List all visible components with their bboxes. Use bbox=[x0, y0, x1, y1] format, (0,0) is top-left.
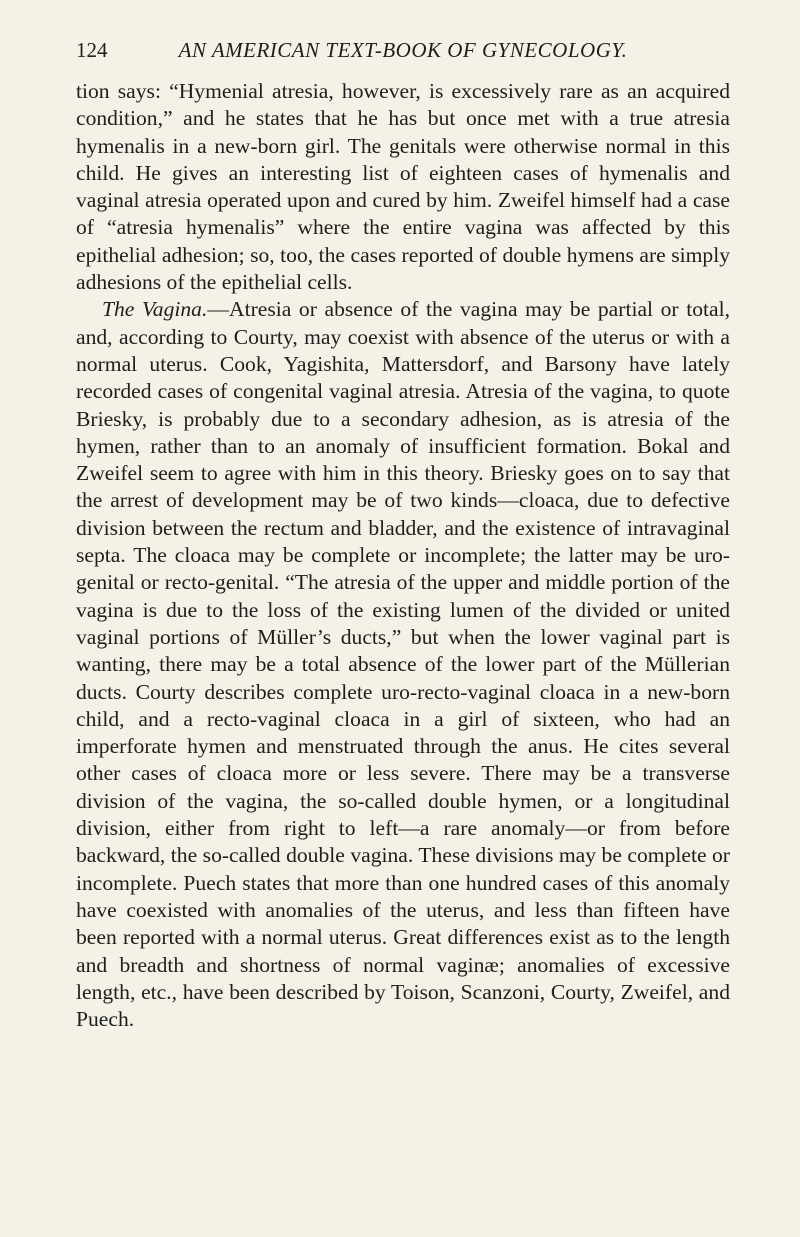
body-text bbox=[76, 78, 730, 1033]
paragraph-body: —Atresia or absence of the vagina may be partial or total, and, according to Courty, may coexist with absence of the uterus or with a normal uterus. Cook, Yagishita, Mattersdorf, and Barsony have lately recorded cases of congenital vaginal atresia. Atresia of the vagina, to quote Briesky, is probably due to a secondary adhesion, as is atresia of the hymen, rather than to an anomaly of insufficient formation. Bokal and Zweifel seem to agree with him in this theory. Briesky goes on to say that the arrest of development may be of two kinds—cloaca, due to defective division between the rectum and bladder, and the existence of intravaginal septa. The cloaca may be complete or incomplete; the latter may be uro-genital or recto-genital. “The atresia of the upper and middle portion of the vagina is due to the loss of the existing lumen of the divided or united vaginal portions of Müller’s ducts,” but when the lower vaginal part is wanting, there may be a total absence of the lower part of the Müllerian ducts. Courty describes complete uro-recto-vaginal cloaca in a new-born child, and a recto-vaginal cloaca in a girl of sixteen, who had an imperforate hymen and menstruated through the anus. He cites several other cases of cloaca more or less severe. There may be a transverse division of the vagina, the so-called double hymen, or a longitudinal division, either from right to left—a rare anomaly—or from before backward, the so-called double vagina. These divisions may be complete or incomplete. Puech states that more than one hundred cases of this anomaly have coexisted with anomalies of the uterus, and less than fifteen have been reported with a normal uterus. Great differences exist as to the length and breadth and shortness of normal vaginæ; anomalies of excessive length, etc., have been described by Toison, Scanzoni, Courty, Zweifel, and Puech. bbox=[76, 297, 730, 1032]
page-header bbox=[76, 38, 730, 70]
paragraph-continuation: tion says: “Hymenial atresia, however, is excessively rare as an acquired condition,” and he states that he has but once met with a true atresia hymenalis in a new-born girl. The genitals were otherwise normal in this child. He gives an interesting list of eighteen cases of hymenalis and vaginal atresia operated upon and cured by him. Zweifel himself had a case of “atresia hymenalis” where the entire vagina was affected by this epithelial adhesion; so, too, the cases reported of double hymens are simply adhesions of the epithelial cells. bbox=[76, 79, 730, 295]
paragraph-the-vagina bbox=[76, 296, 730, 1033]
running-head: AN AMERICAN TEXT-BOOK OF GYNECOLOGY. bbox=[178, 38, 628, 62]
page-number: 124 bbox=[76, 38, 108, 62]
book-page bbox=[76, 38, 730, 1033]
section-title: The Vagina. bbox=[102, 297, 208, 322]
